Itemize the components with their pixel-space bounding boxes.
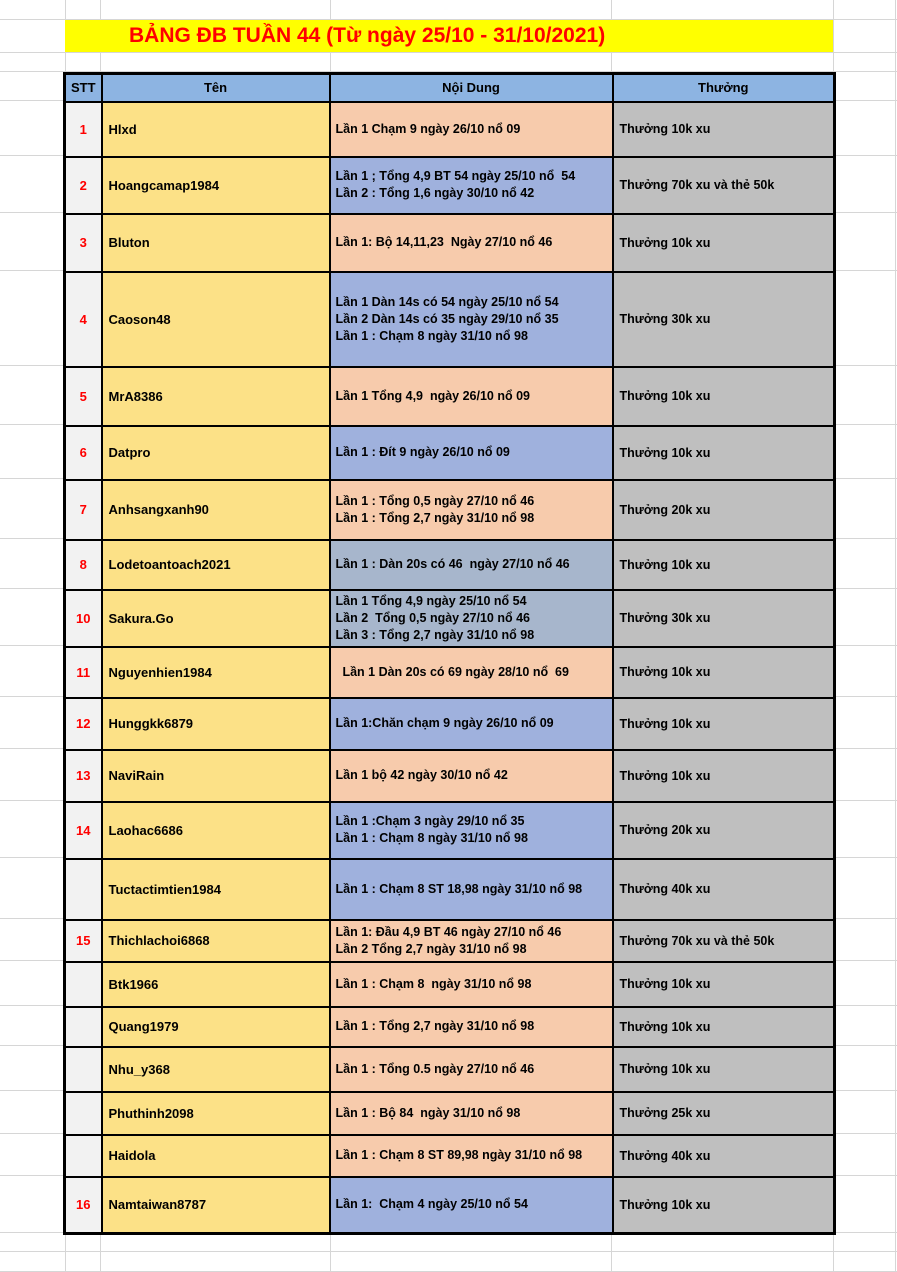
table-row — [65, 750, 835, 802]
cell-name[interactable]: Sakura.Go — [102, 590, 330, 647]
header-row — [65, 74, 835, 102]
table-row — [65, 647, 835, 698]
cell-reward[interactable]: Thưởng 10k xu — [613, 102, 835, 157]
content-line: Lần 1 : Chạm 8 ngày 31/10 nổ 98 — [335, 831, 528, 845]
cell-stt[interactable]: 5 — [65, 367, 102, 426]
cell-content[interactable] — [330, 540, 613, 590]
content-line: Lần 1 : Tổng 0,5 ngày 27/10 nổ 46 — [335, 493, 535, 508]
cell-reward[interactable]: Thưởng 10k xu — [613, 750, 835, 802]
cell-reward[interactable]: Thưởng 20k xu — [613, 802, 835, 859]
table-row — [65, 802, 835, 859]
cell-content[interactable] — [330, 426, 613, 480]
table-body — [65, 102, 835, 1234]
cell-reward[interactable]: Thưởng 10k xu — [613, 367, 835, 426]
content-line: Lần 1 bộ 42 ngày 30/10 nổ 42 — [335, 768, 508, 782]
content-line: Lần 1 : Đít 9 ngày 26/10 nổ 09 — [335, 445, 510, 459]
cell-content[interactable] — [330, 802, 613, 859]
content-line: Lần 2 : Tổng 1,6 ngày 30/10 nổ 42 — [335, 186, 535, 200]
header-stt[interactable]: STT — [65, 74, 102, 102]
cell-stt[interactable] — [65, 1007, 102, 1047]
cell-stt[interactable]: 12 — [65, 698, 102, 750]
cell-stt[interactable]: 13 — [65, 750, 102, 802]
content-line: Lần 2 Dàn 14s có 35 ngày 29/10 nổ 35 — [335, 311, 559, 326]
main-table — [63, 72, 836, 1235]
cell-reward[interactable]: Thưởng 20k xu — [613, 480, 835, 540]
content-line: Lần 1 : Bộ 84 ngày 31/10 nổ 98 — [335, 1105, 521, 1120]
table-row — [65, 426, 835, 480]
content-line: Lần 1 Chạm 9 ngày 26/10 nổ 09 — [335, 121, 521, 136]
page-title: BẢNG ĐB TUẦN 44 (Từ ngày 25/10 - 31/10/2021) — [129, 24, 606, 47]
content-line: Lần 1 Dàn 14s có 54 ngày 25/10 nổ 54 — [335, 294, 559, 309]
cell-stt[interactable]: 4 — [65, 272, 102, 367]
cell-stt[interactable]: 2 — [65, 157, 102, 214]
cell-name[interactable]: Bluton — [102, 214, 330, 272]
content-line: Lần 1 Dàn 20s có 69 ngày 28/10 nổ 69 — [335, 664, 569, 679]
content-line: Lần 1: Chạm 4 ngày 25/10 nổ 54 — [335, 1197, 528, 1212]
cell-name[interactable]: Nguyenhien1984 — [102, 647, 330, 698]
cell-reward[interactable]: Thưởng 10k xu — [613, 1047, 835, 1092]
content-line: Lần 1 : Chạm 8 ST 18,98 ngày 31/10 nổ 98 — [335, 881, 583, 896]
cell-name[interactable]: Laohac6686 — [102, 802, 330, 859]
table-row — [65, 1092, 835, 1135]
cell-name[interactable]: Hoangcamap1984 — [102, 157, 330, 214]
content-line: Lần 1 Tổng 4,9 ngày 25/10 nổ 54 — [335, 593, 527, 608]
cell-name[interactable]: Tuctactimtien1984 — [102, 859, 330, 920]
cell-name[interactable]: Nhu_y368 — [102, 1047, 330, 1092]
cell-reward[interactable]: Thưởng 10k xu — [613, 698, 835, 750]
gridline — [0, 1251, 897, 1252]
table-row — [65, 920, 835, 962]
cell-content[interactable] — [330, 859, 613, 920]
table-row — [65, 590, 835, 647]
cell-name[interactable]: MrA8386 — [102, 367, 330, 426]
cell-reward[interactable]: Thưởng 70k xu và thẻ 50k — [613, 157, 835, 214]
content-line: Lần 1: Đầu 4,9 BT 46 ngày 27/10 nổ 46 — [335, 924, 562, 939]
cell-stt[interactable]: 14 — [65, 802, 102, 859]
cell-content[interactable] — [330, 214, 613, 272]
cell-content[interactable] — [330, 1007, 613, 1047]
cell-reward[interactable]: Thưởng 30k xu — [613, 272, 835, 367]
cell-name[interactable]: Btk1966 — [102, 962, 330, 1007]
cell-name[interactable]: Hlxd — [102, 102, 330, 157]
table-row — [65, 272, 835, 367]
cell-content[interactable] — [330, 590, 613, 647]
cell-name[interactable]: Thichlachoi6868 — [102, 920, 330, 962]
cell-content[interactable] — [330, 157, 613, 214]
cell-reward[interactable]: Thưởng 10k xu — [613, 1177, 835, 1234]
cell-stt[interactable] — [65, 1135, 102, 1177]
content-line: Lần 1 : Chạm 8 ngày 31/10 nổ 98 — [335, 976, 532, 991]
cell-stt[interactable] — [65, 859, 102, 920]
cell-name[interactable]: Phuthinh2098 — [102, 1092, 330, 1135]
cell-reward[interactable]: Thưởng 10k xu — [613, 647, 835, 698]
cell-content[interactable] — [330, 1135, 613, 1177]
cell-name[interactable]: Haidola — [102, 1135, 330, 1177]
cell-stt[interactable]: 16 — [65, 1177, 102, 1234]
cell-name[interactable]: Hunggkk6879 — [102, 698, 330, 750]
content-line: Lần 1 : Chạm 8 ST 89,98 ngày 31/10 nổ 98 — [335, 1148, 583, 1162]
content-line: Lần 2 Tổng 2,7 ngày 31/10 nổ 98 — [335, 941, 527, 956]
cell-stt[interactable]: 6 — [65, 426, 102, 480]
content-line: Lần 1:Chăn chạm 9 ngày 26/10 nổ 09 — [335, 716, 554, 730]
cell-stt[interactable]: 10 — [65, 590, 102, 647]
cell-content[interactable] — [330, 1092, 613, 1135]
cell-stt[interactable]: 15 — [65, 920, 102, 962]
table-row — [65, 698, 835, 750]
header-content[interactable]: Nội Dung — [330, 74, 613, 102]
content-line: Lần 1 : Chạm 8 ngày 31/10 nổ 98 — [335, 328, 528, 343]
cell-content[interactable] — [330, 272, 613, 367]
header-reward[interactable]: Thưởng — [613, 74, 835, 102]
cell-stt[interactable] — [65, 1047, 102, 1092]
cell-name[interactable]: Caoson48 — [102, 272, 330, 367]
content-line: Lần 1 : Tổng 2,7 ngày 31/10 nổ 98 — [335, 1019, 535, 1033]
table-row — [65, 157, 835, 214]
cell-stt[interactable]: 3 — [65, 214, 102, 272]
content-line: Lần 1 : Dàn 20s có 46 ngày 27/10 nổ 46 — [335, 557, 570, 571]
table-row — [65, 540, 835, 590]
cell-content[interactable] — [330, 1177, 613, 1234]
cell-name[interactable]: Quang1979 — [102, 1007, 330, 1047]
cell-name[interactable]: Lodetoantoach2021 — [102, 540, 330, 590]
cell-stt[interactable]: 11 — [65, 647, 102, 698]
cell-reward[interactable]: Thưởng 30k xu — [613, 590, 835, 647]
cell-content[interactable] — [330, 962, 613, 1007]
table-row — [65, 859, 835, 920]
title-cell[interactable] — [65, 20, 833, 52]
cell-reward[interactable]: Thưởng 70k xu và thẻ 50k — [613, 920, 835, 962]
table-row — [65, 102, 835, 157]
table-row — [65, 1177, 835, 1234]
cell-name[interactable]: NaviRain — [102, 750, 330, 802]
table-row — [65, 367, 835, 426]
table-row — [65, 480, 835, 540]
cell-stt[interactable]: 7 — [65, 480, 102, 540]
cell-reward[interactable]: Thưởng 10k xu — [613, 426, 835, 480]
cell-stt[interactable] — [65, 1092, 102, 1135]
table-row — [65, 962, 835, 1007]
cell-reward[interactable]: Thưởng 40k xu — [613, 859, 835, 920]
content-line: Lần 1 :Chạm 3 ngày 29/10 nổ 35 — [335, 814, 525, 828]
cell-stt[interactable]: 8 — [65, 540, 102, 590]
cell-content[interactable] — [330, 480, 613, 540]
table-row — [65, 1047, 835, 1092]
gridline — [895, 0, 896, 1272]
cell-content[interactable] — [330, 367, 613, 426]
cell-reward[interactable]: Thưởng 25k xu — [613, 1092, 835, 1135]
cell-stt[interactable]: 1 — [65, 102, 102, 157]
content-line: Lần 1: Bộ 14,11,23 Ngày 27/10 nổ 46 — [335, 235, 553, 249]
cell-content[interactable] — [330, 920, 613, 962]
cell-name[interactable]: Namtaiwan8787 — [102, 1177, 330, 1234]
cell-content[interactable] — [330, 647, 613, 698]
cell-content[interactable] — [330, 102, 613, 157]
gridline — [0, 52, 897, 53]
header-name[interactable]: Tên — [102, 74, 330, 102]
content-line: Lần 2 Tổng 0,5 ngày 27/10 nổ 46 — [335, 610, 531, 625]
content-line: Lần 1 ; Tổng 4,9 BT 54 ngày 25/10 nổ 54 — [335, 169, 576, 183]
cell-stt[interactable] — [65, 962, 102, 1007]
cell-reward[interactable]: Thưởng 10k xu — [613, 962, 835, 1007]
cell-reward[interactable]: Thưởng 10k xu — [613, 1007, 835, 1047]
cell-reward[interactable]: Thưởng 10k xu — [613, 540, 835, 590]
cell-name[interactable]: Datpro — [102, 426, 330, 480]
table-row — [65, 214, 835, 272]
cell-content[interactable] — [330, 698, 613, 750]
cell-content[interactable] — [330, 1047, 613, 1092]
cell-content[interactable] — [330, 750, 613, 802]
cell-reward[interactable]: Thưởng 10k xu — [613, 214, 835, 272]
content-line: Lần 1 : Tổng 0.5 ngày 27/10 nổ 46 — [335, 1061, 535, 1076]
table-row — [65, 1007, 835, 1047]
cell-name[interactable]: Anhsangxanh90 — [102, 480, 330, 540]
content-line: Lần 3 : Tổng 2,7 ngày 31/10 nổ 98 — [335, 627, 535, 642]
content-line: Lần 1 : Tổng 2,7 ngày 31/10 nổ 98 — [335, 510, 535, 525]
table-row — [65, 1135, 835, 1177]
cell-reward[interactable]: Thưởng 40k xu — [613, 1135, 835, 1177]
content-line: Lần 1 Tổng 4,9 ngày 26/10 nổ 09 — [335, 388, 531, 403]
